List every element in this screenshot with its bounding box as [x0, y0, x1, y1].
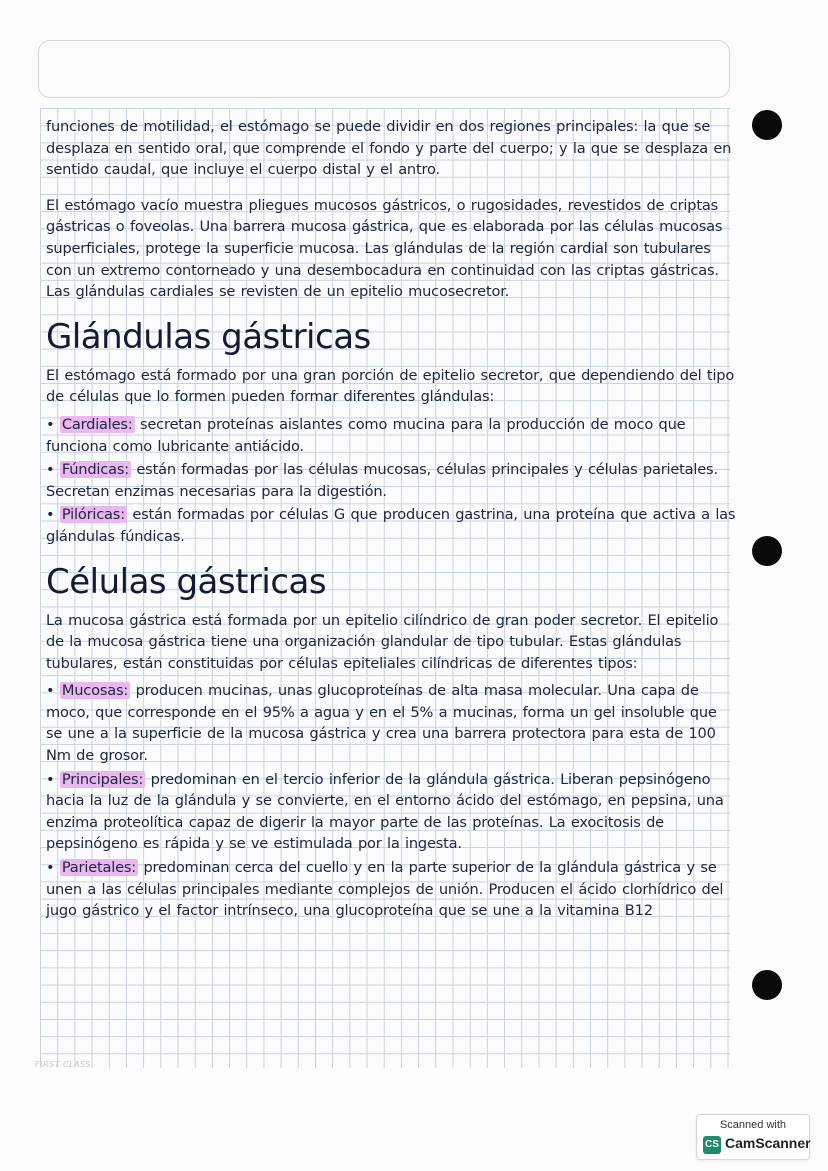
gland-list	[46, 414, 736, 548]
camscanner-logo-icon: CS	[703, 1136, 721, 1154]
paragraph-empty-stomach: El estómago vacío muestra pliegues mucosos gástricos, o rugosidades, revestidos de criptas gástricas o foveolas. Una barrera mucosa gástrica, que es elaborada por las células mucosas superficiales, protege la superficie mucosa. Las glándulas de la región cardial son tubulares con un extremo contorneado y una desembocadura en continuidad con las criptas gástricas. Las glándulas cardiales se revisten de un epitelio mucosecretor.	[46, 196, 723, 301]
highlighted-term: Fúndicas:	[61, 461, 129, 479]
section-heading-glands: Glándulas gástricas	[46, 316, 371, 357]
item-text: están formadas por células G que producen gastrina, una proteína que activa a las glándulas fúndicas.	[46, 506, 736, 545]
item-text: predominan cerca del cuello y en la parte superior de la glándula gástrica y se unen a las células principales mediante complejos de unión. Producen el ácido clorhídrico del jugo gástrico y el factor intrínseco, una glucoproteína que se une a la vitamina B12	[46, 859, 724, 920]
binder-hole	[752, 536, 782, 566]
highlighted-term: Parietales:	[61, 859, 136, 877]
highlighted-term: Cardiales:	[61, 415, 133, 433]
highlighted-term: Principales:	[61, 770, 144, 788]
notes-content	[46, 116, 736, 924]
section-heading-cells: Células gástricas	[46, 561, 327, 602]
list-item: • Fúndicas: están formadas por las células mucosas, células principales y células parietales. Secretan enzimas necesarias para la digestión.	[46, 461, 718, 500]
highlighted-term: Mucosas:	[61, 682, 129, 700]
scanner-watermark	[696, 1114, 810, 1160]
highlighted-term: Pilóricas:	[61, 506, 125, 524]
binder-hole	[752, 970, 782, 1000]
list-item: • Pilóricas: están formadas por células G que producen gastrina, una proteína que activa a las glándulas fúndicas.	[46, 506, 736, 545]
item-text: producen mucinas, unas glucoproteínas de alta masa molecular. Una capa de moco, que corresponde en el 95% a agua y en el 5% a mucinas, forma un gel insoluble que se une a la superficie de la mucosa gástrica y crea una barrera protectora para esta de 100 Nm de grosor.	[46, 682, 717, 765]
item-text: están formadas por las células mucosas, células principales y células parietales. Secretan enzimas necesarias para la digestión.	[46, 461, 718, 500]
scanner-name: CamScanner	[725, 1135, 811, 1151]
item-text: secretan proteínas aislantes como mucina para la producción de moco que funciona como lubricante antiácido.	[46, 415, 686, 455]
list-item: • Parietales: predominan cerca del cuello y en la parte superior de la glándula gástrica y se unen a las células principales mediante complejos de unión. Producen el ácido clorhídrico del jugo gástrico y el factor intrínseco, una glucoproteína que se une a la vitamina B12	[46, 859, 724, 920]
notebook-brand: FIRST CLASS	[35, 1060, 91, 1069]
page-header-box	[38, 40, 730, 98]
scanner-label: Scanned with	[719, 1119, 787, 1131]
list-item: • Cardiales: secretan proteínas aislantes como mucina para la producción de moco que funciona como lubricante antiácido.	[46, 415, 686, 455]
item-text: predominan en el tercio inferior de la glándula gástrica. Liberan pepsinógeno hacia la luz de la glándula y se convierte, en el entorno ácido del estómago, en pepsina, una enzima proteolítica capaz de digerir la mayor parte de las proteínas. La exocitosis de pepsinógeno es rápida y se ve estimulada por la ingesta.	[46, 770, 724, 853]
binder-hole	[752, 110, 782, 140]
list-item: • Principales: predominan en el tercio inferior de la glándula gástrica. Liberan pepsinógeno hacia la luz de la glándula y se convierte, en el entorno ácido del estómago, en pepsina, una enzima proteolítica capaz de digerir la mayor parte de las proteínas. La exocitosis de pepsinógeno es rápida y se ve estimulada por la ingesta.	[46, 770, 724, 853]
cell-list	[46, 680, 736, 922]
section-intro-glands: El estómago está formado por una gran porción de epitelio secretor, que dependiendo del tipo de células que lo formen pueden formar diferentes glándulas:	[46, 366, 735, 406]
list-item: • Mucosas: producen mucinas, unas glucoproteínas de alta masa molecular. Una capa de moco, que corresponde en el 95% a agua y en el 5% a mucinas, forma un gel insoluble que se une a la superficie de la mucosa gástrica y crea una barrera protectora para esta de 100 Nm de grosor.	[46, 682, 717, 765]
paragraph-motility: funciones de motilidad, el estómago se puede dividir en dos regiones principales: la que se desplaza en sentido oral, que comprende el fondo y parte del cuerpo; y la que se desplaza en sentido caudal, que incluye el cuerpo distal y el antro.	[46, 118, 732, 179]
section-intro-cells: La mucosa gástrica está formada por un epitelio cilíndrico de gran poder secretor. El epitelio de la mucosa gástrica tiene una organización glandular de tipo tubular. Estas glándulas tubulares, están constituidas por células epiteliales cilíndricas de diferentes tipos:	[46, 611, 719, 672]
